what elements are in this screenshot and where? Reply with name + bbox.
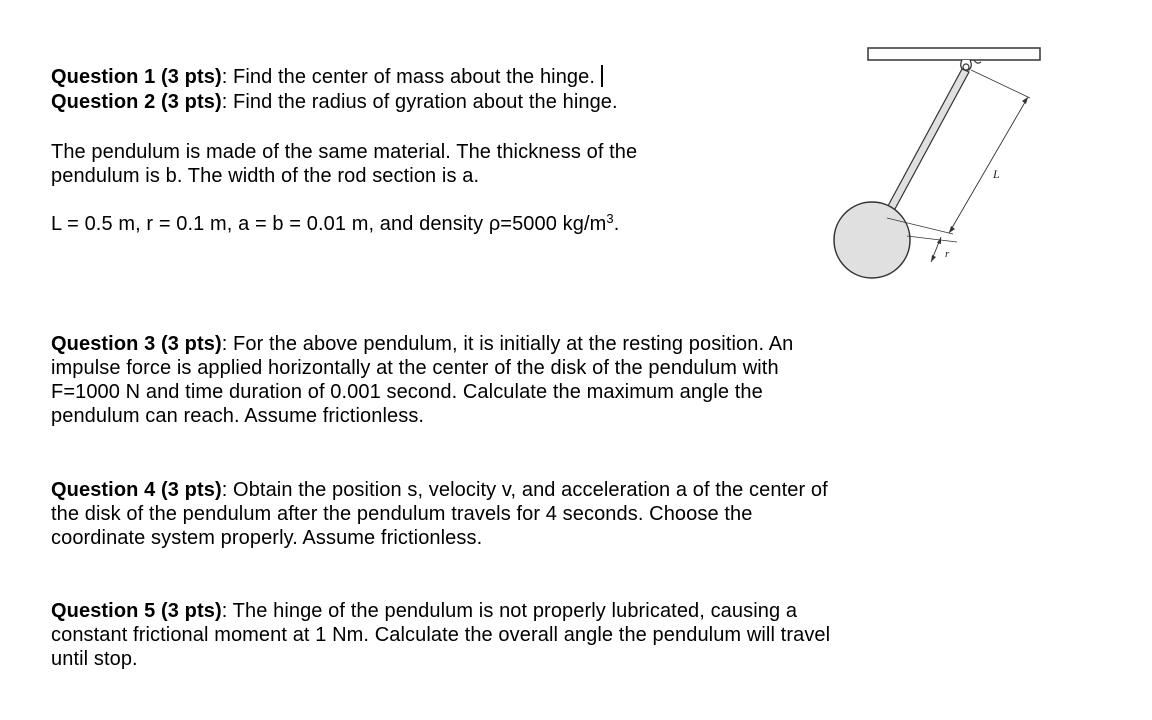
radius-label: r <box>945 248 950 260</box>
length-arrow-top <box>1022 97 1028 104</box>
length-label: L <box>993 167 1000 181</box>
question-4-text: : Obtain the position s, velocity v, and acceleration a of the center of <box>221 479 828 501</box>
radius-extension <box>907 236 957 242</box>
length-arrow-bottom <box>949 226 955 233</box>
question-1 <box>51 65 603 89</box>
question-3-label: Question 3 (3 pts) <box>51 333 222 355</box>
question-2 <box>51 90 618 114</box>
parameters-end: . <box>613 213 620 235</box>
ceiling-support <box>868 48 1040 60</box>
pendulum-rod <box>882 69 969 220</box>
question-4-line-3: coordinate system properly. Assume frictionless. <box>51 527 483 549</box>
question-3-line-1 <box>51 332 793 356</box>
question-5-line-1 <box>51 599 797 623</box>
length-dimension-line <box>949 97 1028 233</box>
parameters-text: L = 0.5 m, r = 0.1 m, a = b = 0.01 m, and density ρ=5000 kg/m <box>51 213 607 235</box>
question-4-line-2: the disk of the pendulum after the pendulum travels for 4 seconds. Choose the <box>51 503 753 525</box>
question-4-line-1 <box>51 478 828 502</box>
question-3-text: : For the above pendulum, it is initially at the resting position. An <box>221 333 794 355</box>
question-3-line-4: pendulum can reach. Assume frictionless. <box>51 405 425 427</box>
text-cursor <box>601 65 603 87</box>
dimension-extension-top <box>971 70 1030 98</box>
hinge-pin <box>963 64 969 70</box>
question-4-label: Question 4 (3 pts) <box>51 479 222 501</box>
question-3-line-2: impulse force is applied horizontally at the center of the disk of the pendulum with <box>51 357 779 379</box>
intro-line-2: pendulum is b. The width of the rod section is a. <box>51 165 480 187</box>
question-5-text: : The hinge of the pendulum is not properly lubricated, causing a <box>221 600 798 622</box>
question-3-line-3: F=1000 N and time duration of 0.001 second. Calculate the maximum angle the <box>51 381 763 403</box>
radius-arrow-top <box>937 237 941 244</box>
intro-line-1: The pendulum is made of the same material. The thickness of the <box>51 141 638 163</box>
pendulum-disk <box>834 202 910 278</box>
parameters-exponent: 3 <box>606 211 614 226</box>
question-2-label: Question 2 (3 pts) <box>51 91 222 113</box>
question-5-line-3: until stop. <box>51 648 138 670</box>
question-5-label: Question 5 (3 pts) <box>51 600 222 622</box>
pendulum-figure <box>825 40 1045 280</box>
question-2-text: : Find the radius of gyration about the hinge. <box>221 91 618 113</box>
parameters-line <box>51 212 619 236</box>
radius-arrow-bottom <box>931 255 936 262</box>
question-1-text: : Find the center of mass about the hinge. <box>221 66 596 88</box>
question-5-line-2: constant frictional moment at 1 Nm. Calculate the overall angle the pendulum will travel <box>51 624 831 646</box>
question-1-label: Question 1 (3 pts) <box>51 66 222 88</box>
